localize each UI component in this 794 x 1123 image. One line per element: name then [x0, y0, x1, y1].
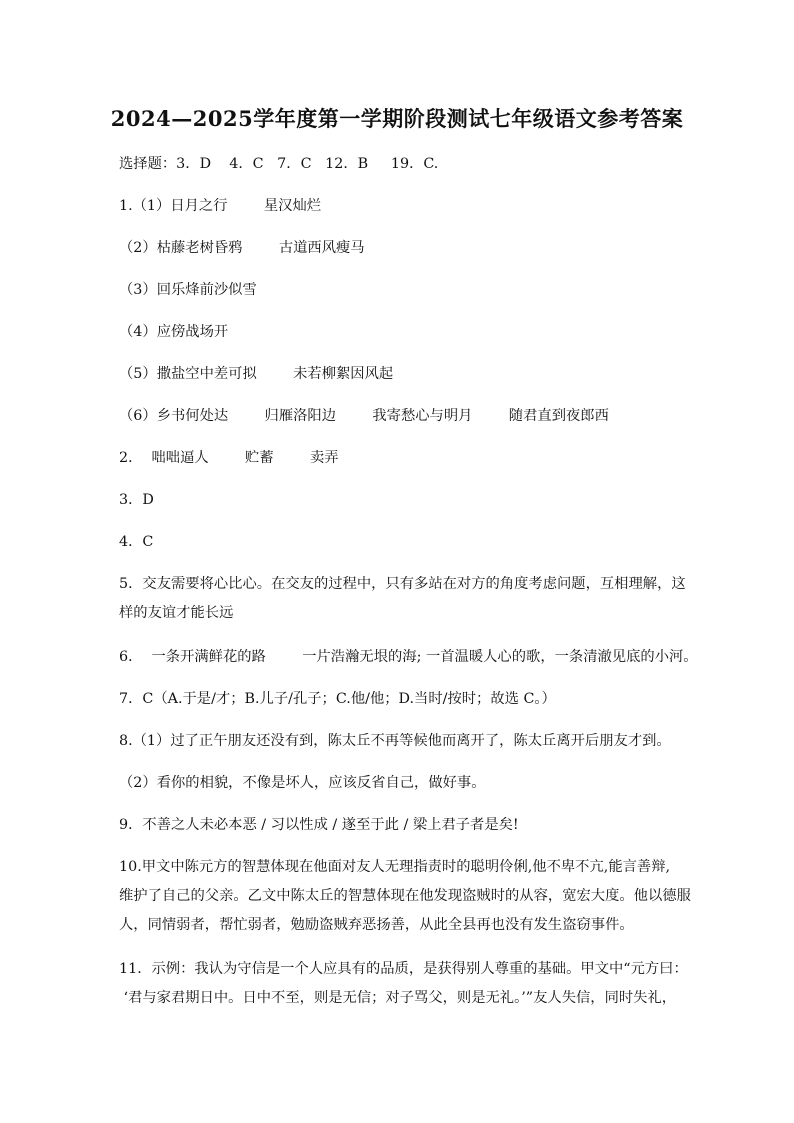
- answer-line-1-2: （2）枯藤老树昏鸦 古道西风瘦马: [119, 240, 365, 256]
- answer-line-10a: 10.甲文中陈元方的智慧体现在他面对友人无理指责时的聪明伶俐,他不卑不亢,能言善辩,: [119, 859, 671, 875]
- answer-line-6: 6． 一条开满鲜花的路 一片浩瀚无垠的海; 一首温暖人心的歌，一条清澈见底的小河。: [119, 649, 698, 665]
- answer-line-1-4: （4）应傍战场开: [119, 324, 229, 340]
- answer-line-5b: 样的友谊才能长远: [119, 605, 234, 621]
- answer-line-11b: ‘君与家君期日中。日中不至，则是无信；对子骂父，则是无礼。’”友人失信，同时失礼，: [119, 990, 677, 1006]
- answer-line-2: 2． 咄咄逼人 贮蓄 卖弄: [119, 450, 339, 466]
- answer-line-8-1: 8.（1）过了正午朋友还没有到，陈太丘不再等候他而离开了，陈太丘离开后朋友才到。: [119, 733, 671, 749]
- answer-line-11a: 11．示例：我认为守信是一个人应具有的品质，是获得别人尊重的基础。甲文中“元方曰：: [119, 961, 688, 977]
- answer-line-10b: 维护了自己的父亲。乙文中陈太丘的智慧体现在他发现盗贼时的从容，宽宏大度。他以德服: [119, 888, 691, 904]
- answer-line-4: 4．C: [119, 534, 154, 550]
- answer-line-10c: 人，同情弱者，帮忙弱者，勉励盗贼弃恶扬善，从此全县再也没有发生盗窃事件。: [119, 917, 634, 933]
- page-title: 2024—2025学年度第一学期阶段测试七年级语文参考答案: [110, 106, 684, 131]
- answer-line-1-6: （6）乡书何处达 归雁洛阳边 我寄愁心与明月 随君直到夜郎西: [119, 408, 609, 424]
- answer-line-9: 9．不善之人未必本恶 / 习以性成 / 遂至于此 / 梁上君子者是矣!: [119, 817, 519, 833]
- answer-line-3: 3．D: [119, 492, 154, 508]
- answer-line-1-3: （3）回乐烽前沙似雪: [119, 282, 257, 298]
- answer-line-mcq: 选择题：3．D 4．C 7．C 12．B 19．C.: [119, 156, 439, 172]
- answer-line-1-1: 1.（1）日月之行 星汉灿烂: [119, 198, 322, 214]
- answer-line-7: 7．C（A.于是/才；B.儿子/孔子；C.他/他；D.当时/按时；故选 C。）: [119, 691, 556, 707]
- answer-line-8-2: （2）看你的相貌，不像是坏人，应该反省自己，做好事。: [119, 775, 486, 791]
- answer-line-1-5: （5）撒盐空中差可拟 未若柳絮因风起: [119, 366, 394, 382]
- answer-line-5a: 5．交友需要将心比心。在交友的过程中，只有多站在对方的角度考虑问题，互相理解，这: [119, 576, 686, 592]
